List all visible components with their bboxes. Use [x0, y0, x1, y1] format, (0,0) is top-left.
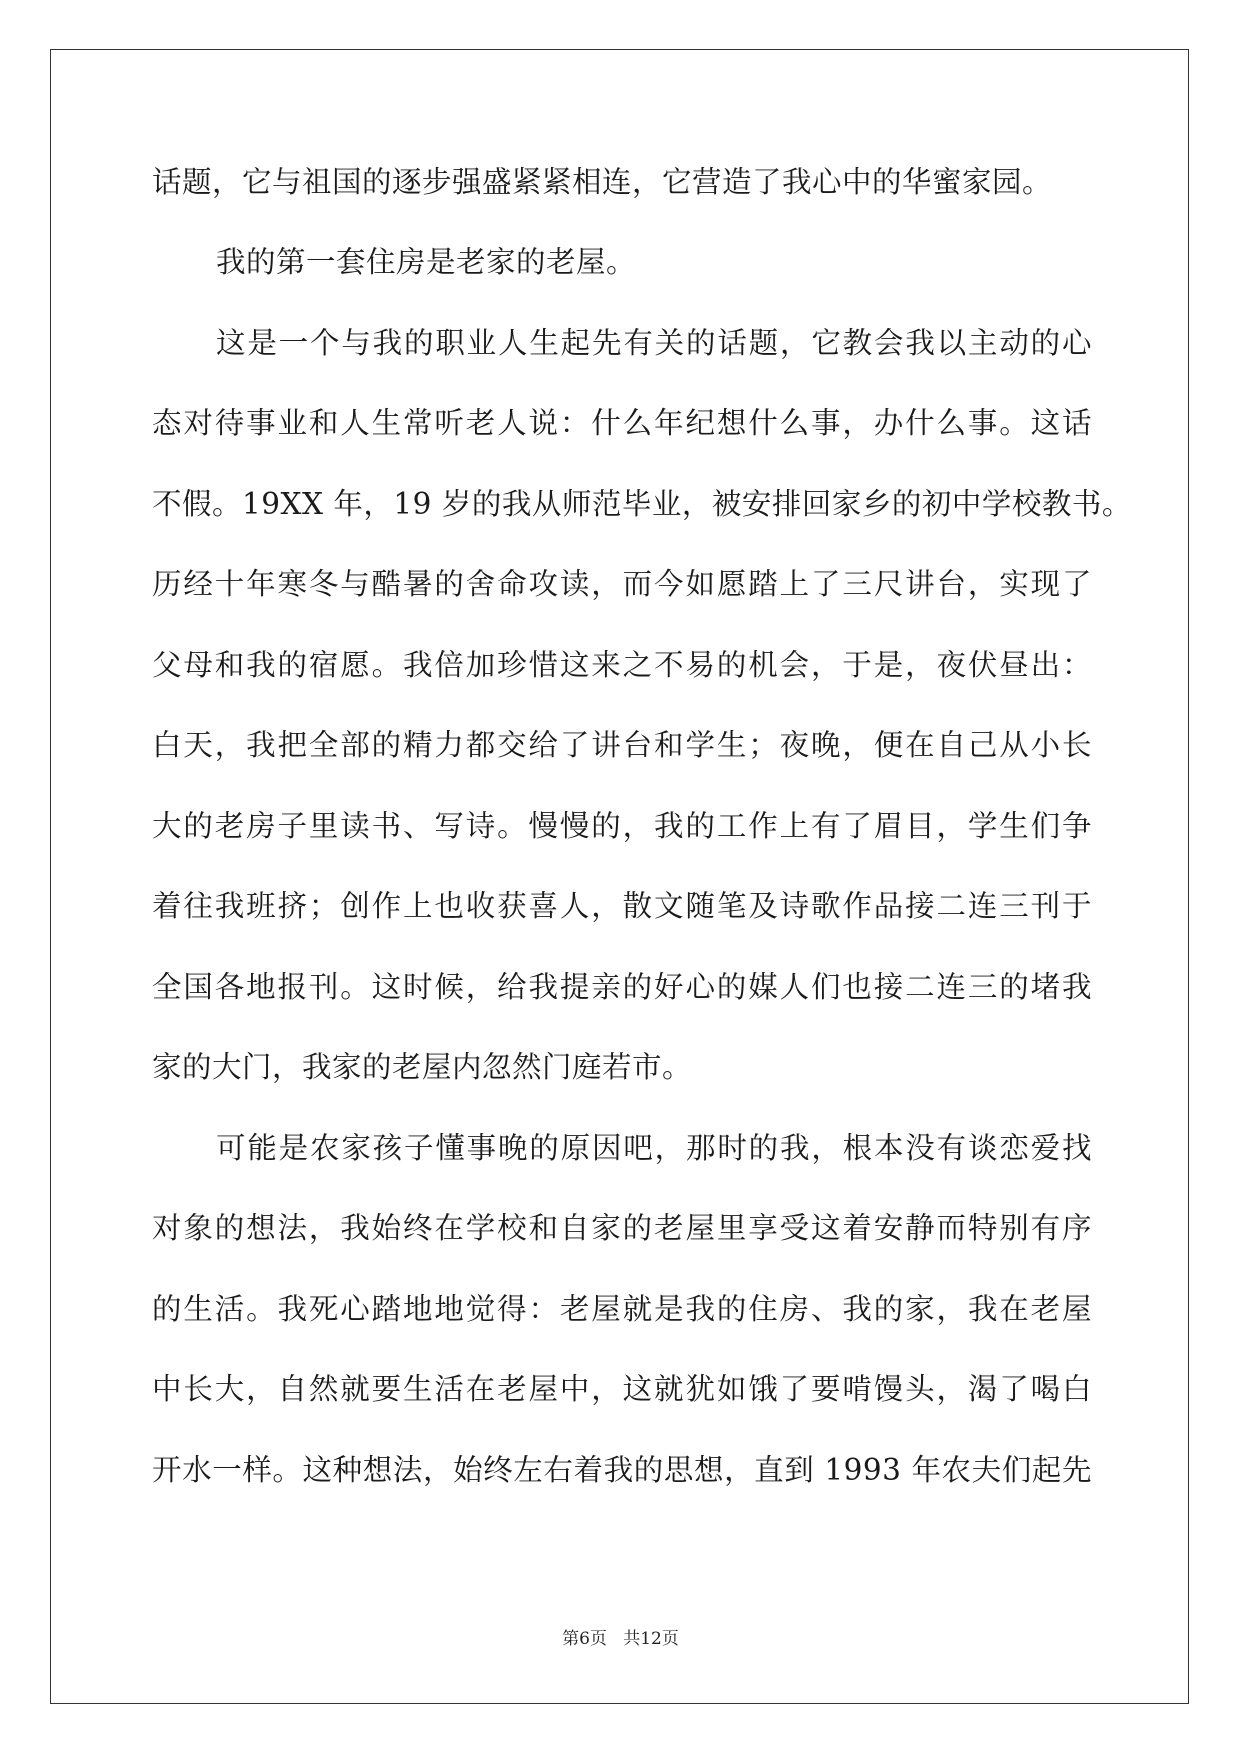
text-line: 话题，它与祖国的逐步强盛紧紧相连，它营造了我心中的华蜜家园。 [152, 165, 1053, 199]
page-footer [0, 1624, 1241, 1649]
text-line: 开水一样。这种想法，始终左右着我的思想，直到 1993 年农夫们起先 [152, 1453, 1092, 1487]
text-line: 我的第一套住房是老家的老屋。 [216, 245, 637, 279]
text-line: 父母和我的宿愿。我倍加珍惜这来之不易的机会，于是，夜伏昼出： [152, 648, 1092, 682]
page-suffix: 页 [589, 1629, 607, 1649]
text-line: 中长大，自然就要生活在老屋中，这就犹如饿了要啃馒头，渴了喝白 [152, 1372, 1092, 1406]
text-line: 家的大门，我家的老屋内忽然门庭若市。 [152, 1050, 693, 1084]
page-current-number: 6 [579, 1629, 590, 1649]
text-line: 历经十年寒冬与酷暑的舍命攻读，而今如愿踏上了三尺讲台，实现了 [152, 567, 1092, 601]
text-line: 这是一个与我的职业人生起先有关的话题，它教会我以主动的心 [216, 326, 1092, 360]
total-suffix: 页 [661, 1629, 679, 1649]
text-line: 着往我班挤；创作上也收获喜人，散文随笔及诗歌作品接二连三刊于 [152, 889, 1092, 923]
page-prefix: 第 [562, 1629, 580, 1649]
page-total-number: 12 [640, 1629, 662, 1649]
text-line: 白天，我把全部的精力都交给了讲台和学生；夜晚，便在自己从小长 [152, 728, 1092, 762]
text-line: 不假。19XX 年，19 岁的我从师范毕业，被安排回家乡的初中学校教书。 [152, 487, 1132, 521]
text-line: 态对待事业和人生常听老人说：什么年纪想什么事，办什么事。这话 [152, 406, 1092, 440]
text-line: 的生活。我死心踏地地觉得：老屋就是我的住房、我的家，我在老屋 [152, 1292, 1092, 1326]
text-line: 全国各地报刊。这时候，给我提亲的好心的媒人们也接二连三的堵我 [152, 970, 1092, 1004]
text-line: 大的老房子里读书、写诗。慢慢的，我的工作上有了眉目，学生们争 [152, 809, 1092, 843]
text-line: 对象的想法，我始终在学校和自家的老屋里享受这着安静而特别有序 [152, 1211, 1092, 1245]
total-prefix: 共 [623, 1629, 641, 1649]
text-line: 可能是农家孩子懂事晚的原因吧，那时的我，根本没有谈恋爱找 [216, 1131, 1092, 1165]
